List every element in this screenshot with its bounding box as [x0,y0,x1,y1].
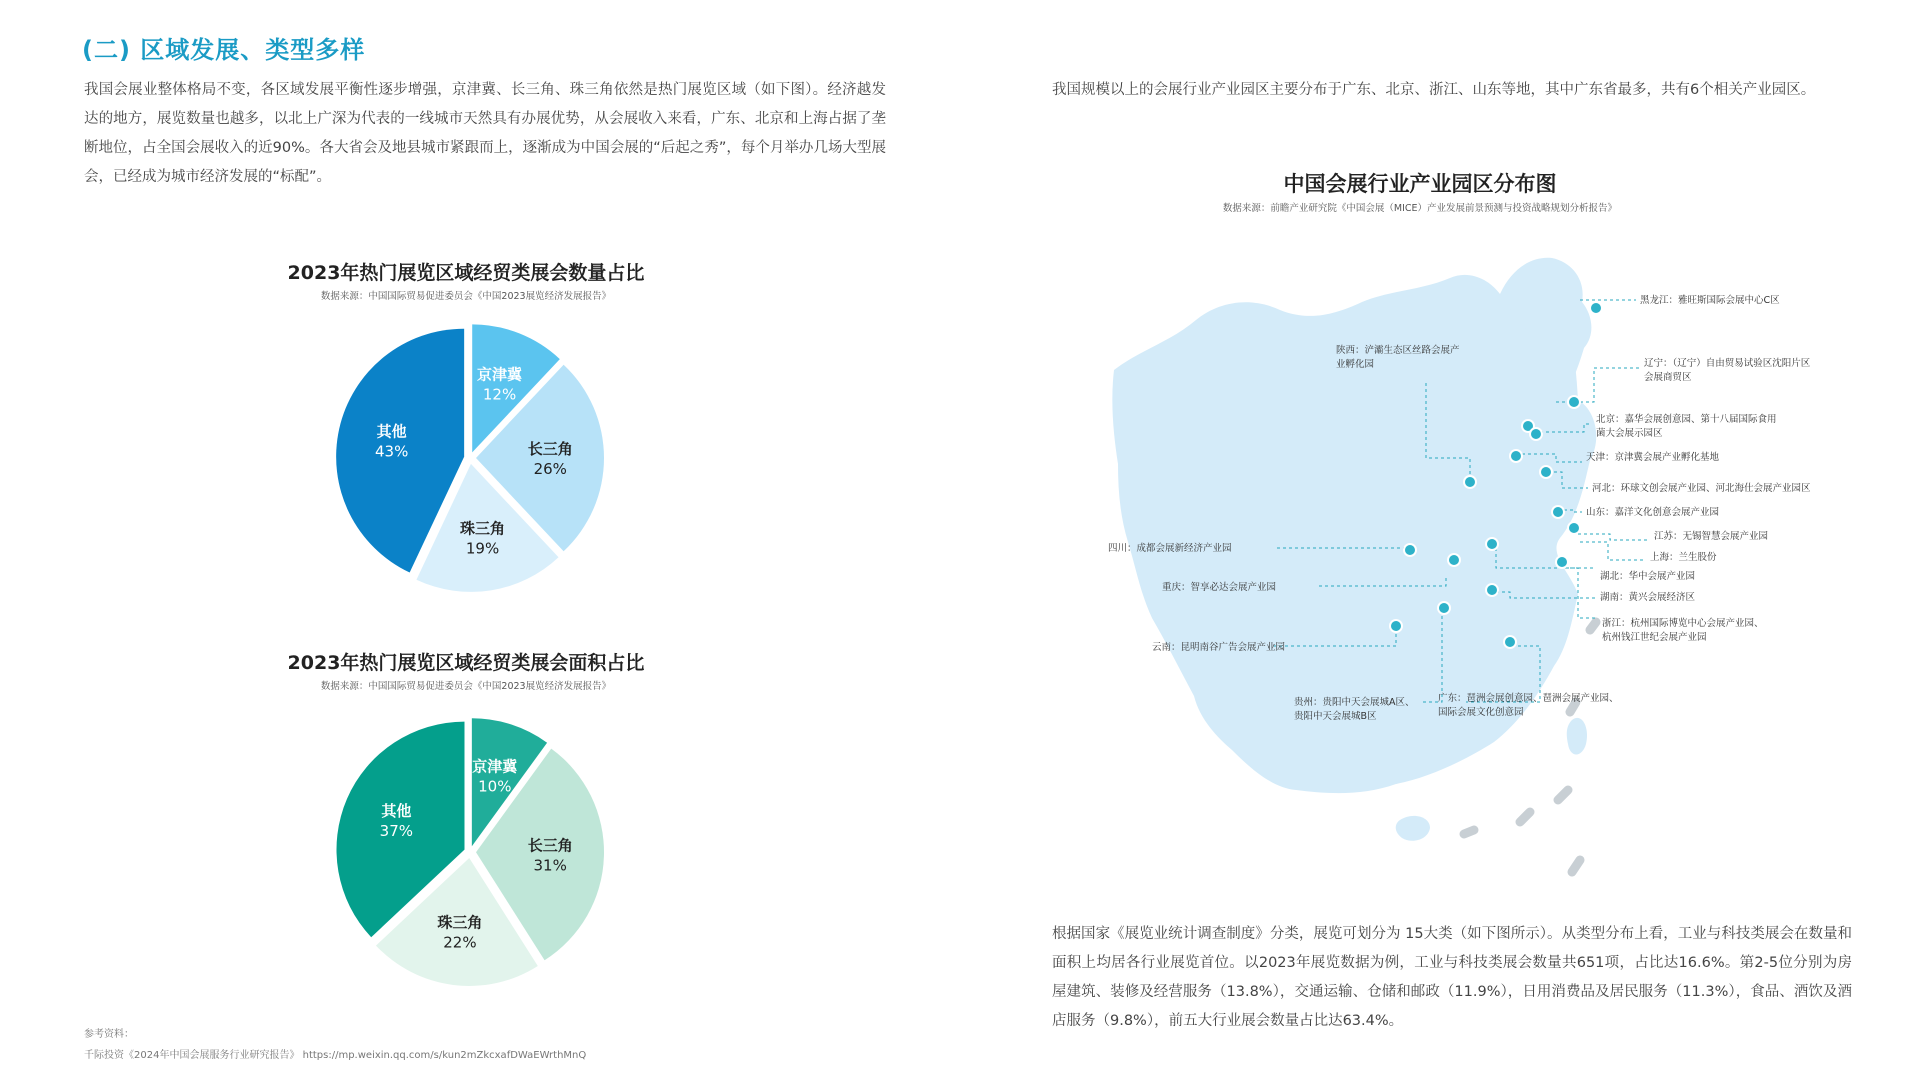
label-guangdong-2: 国际会展文化创意园 [1438,707,1524,718]
taiwan-shape [1567,718,1587,755]
pin-yunnan[interactable] [1390,620,1402,632]
map-source: 数据来源：前瞻产业研究院《中国会展（MICE）产业发展前景预测与投资战略规划分析报告》 [1222,203,1618,214]
label-liaoning-2: 会展商贸区 [1644,372,1692,383]
right-paragraph-bottom: 根据国家《展览业统计调查制度》分类，展览可划分为 15大类（如下图所示）。从类型分布上看，工业与科技类展会在数量和面积上均居各行业展览首位。以2023年展览数据为例，工业与科技类展会数量共651项，占比达16.6%。第2-5位分别为房屋建筑、装修及经营服务（13.8%），交通运输、仓储和邮政（11.9%），日用消费品及居民服务（11.3%），食品、酒饮及酒店服务（9.8%），前五大行业展会数量占比达63.4%。 [1052,926,1852,1029]
pie-count-slice-name-2: 珠三角 [460,519,506,538]
pie-count-slice-value-3: 43% [375,442,409,461]
references-item[interactable]: 千际投资《2024年中国会展服务行业研究报告》 https://mp.weixin.qq.com/s/kun2mZkcxafDWaEWrthMnQ [84,1050,587,1061]
pie-count-slice-value-2: 19% [465,539,500,558]
pin-hubei[interactable] [1486,538,1498,550]
label-guangdong-1: 广东：琶洲会展创意园、琶洲会展产业园、 [1438,693,1619,704]
pie-area-slice-name-3: 其他 [381,802,412,821]
label-zhejiang-1: 浙江：杭州国际博览中心会展产业园、 [1602,618,1764,629]
pin-heilongjiang[interactable] [1590,302,1602,314]
china-map [1100,250,1860,910]
pie1-source: 数据来源：中国国际贸易促进委员会《中国2023展览经济发展报告》 [320,291,612,302]
label-guizhou-1: 贵州：贵阳中天会展城A区、 [1294,697,1415,708]
pin-jiangsu[interactable] [1568,522,1580,534]
left-paragraph: 我国会展业整体格局不变，各区域发展平衡性逐步增强，京津冀、长三角、珠三角依然是热门展览区域（如下图）。经济越发达的地方，展览数量也越多，以北上广深为代表的一线城市天然具有办展优势，从会展收入来看，广东、北京和上海占据了垄断地位，占全国会展收入的近90%。各大省会及地县城市紧跟而上，逐渐成为中国会展的“后起之秀”，每个月举办几场大型展会，已经成为城市经济发展的“标配”。 [84,82,886,185]
pie-area-slice-value-2: 22% [443,933,477,952]
pin-shandong[interactable] [1552,506,1564,518]
pie-count-slice-name-3: 其他 [376,422,407,441]
pie-area-slice-value-3: 37% [379,822,414,841]
pie-area-slice-value-1: 31% [533,856,567,875]
pie-count-slice-value-1: 26% [533,460,567,478]
leader-shanghai [1580,542,1646,560]
pie-count-slice-value-0: 12% [482,385,517,404]
pie-area-slice-name-0: 京津冀 [472,757,518,776]
label-shaanxi-1: 陕西：浐灞生态区丝路会展产 [1336,345,1460,356]
pin-tianjin[interactable] [1510,450,1522,462]
pin-hebei[interactable] [1540,466,1552,478]
pie-area-slice-value-0: 10% [478,777,512,796]
pin-sichuan[interactable] [1404,544,1416,556]
pin-liaoning[interactable] [1568,396,1580,408]
pin-beijing-2[interactable] [1530,428,1542,440]
label-chongqing: 重庆：智享必达会展产业园 [1162,582,1277,593]
label-tianjin: 天津：京津冀会展产业孵化基地 [1586,452,1720,463]
references [84,1024,844,1066]
leader-jiangsu [1572,534,1650,540]
label-yunnan: 云南：昆明南谷广告会展产业园 [1152,642,1286,653]
label-jiangsu: 江苏：无锡智慧会展产业园 [1654,531,1769,542]
pie1-title: 2023年热门展览区域经贸类展会数量占比 [287,262,645,284]
label-sichuan: 四川：成都会展新经济产业园 [1108,543,1232,554]
hainan-shape [1396,816,1430,841]
pie-count-slice-name-0: 京津冀 [477,365,523,384]
pin-zhejiang[interactable] [1556,556,1568,568]
label-hubei: 湖北：华中会展产业园 [1600,571,1696,582]
pin-hunan[interactable] [1486,584,1498,596]
label-heilongjiang: 黑龙江：雅旺斯国际会展中心C区 [1640,295,1780,306]
right-paragraph-top: 我国规模以上的会展行业产业园区主要分布于广东、北京、浙江、山东等地，其中广东省最多，共有6个相关产业园区。 [1052,82,1816,98]
pin-chongqing[interactable] [1448,554,1460,566]
section-title: (二) 区域发展、类型多样 [82,36,366,64]
pie-chart-count [330,318,610,598]
pie2-source: 数据来源：中国国际贸易促进委员会《中国2023展览经济发展报告》 [320,681,612,692]
label-guizhou-2: 贵阳中天会展城B区 [1294,711,1377,722]
pie-chart-area [330,712,610,992]
label-liaoning-1: 辽宁：（辽宁）自由贸易试验区沈阳片区 [1644,358,1811,369]
label-shaanxi-2: 业孵化园 [1336,359,1375,370]
pin-guangdong[interactable] [1504,636,1516,648]
pie-area-slice-name-2: 珠三角 [437,913,483,932]
label-hunan: 湖南：黄兴会展经济区 [1600,592,1696,603]
label-beijing-2: 菌大会展示园区 [1596,428,1663,439]
label-beijing-1: 北京：嘉华会展创意园、第十八届国际食用 [1596,414,1777,425]
pie2-title: 2023年热门展览区域经贸类展会面积占比 [287,652,645,674]
label-hebei: 河北：环球文创会展产业园、河北海仕会展产业园区 [1592,483,1811,494]
label-shanghai: 上海：兰生股份 [1650,552,1717,563]
pin-guizhou[interactable] [1438,602,1450,614]
label-shandong: 山东：嘉洋文化创意会展产业园 [1586,507,1720,518]
references-heading: 参考资料： [84,1029,134,1040]
map-title: 中国会展行业产业园区分布图 [1283,172,1557,196]
label-zhejiang-2: 杭州钱江世纪会展产业园 [1602,632,1707,643]
pie-area-slice-name-1: 长三角 [527,836,573,855]
pie-count-slice-name-1: 长三角 [527,440,573,458]
pin-shaanxi[interactable] [1464,476,1476,488]
